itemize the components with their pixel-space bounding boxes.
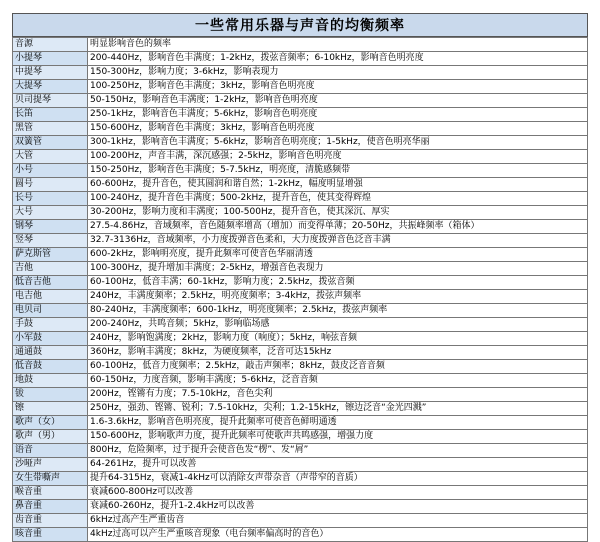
frequency-description-cell: 衰减600-800Hz可以改善: [88, 486, 588, 500]
table-row: [13, 108, 588, 122]
instrument-name-cell: 吉他: [13, 262, 88, 276]
instrument-name-cell: 小号: [13, 164, 88, 178]
table-row: [13, 388, 588, 402]
table-row: [13, 80, 588, 94]
frequency-description-cell: 250Hz，强劲、铿锵、锐利；7.5-10kHz，尖利；1.2-15kHz，镲边泛音“金光四溅”: [88, 402, 588, 416]
table-row: [13, 276, 588, 290]
table-row: [13, 430, 588, 444]
instrument-name-cell: 通通鼓: [13, 346, 88, 360]
instrument-name-cell: 钢琴: [13, 220, 88, 234]
table-row: [13, 192, 588, 206]
table-row: [13, 360, 588, 374]
table-row: [13, 150, 588, 164]
instrument-name-cell: 电贝司: [13, 304, 88, 318]
table-row: [13, 514, 588, 528]
table-row: [13, 136, 588, 150]
instrument-name-cell: 镲: [13, 402, 88, 416]
table-row: [13, 374, 588, 388]
frequency-description-cell: 60-600Hz，提升音色，使其圆润和谐自然；1-2kHz，幅度明显增强: [88, 178, 588, 192]
instrument-name-cell: 手鼓: [13, 318, 88, 332]
frequency-description-cell: 100-250Hz，影响音色丰满度；3kHz，影响音色明亮度: [88, 80, 588, 94]
frequency-description-cell: 衰减60-260Hz，提升1-2.4kHz可以改善: [88, 500, 588, 514]
instrument-name-cell: 歌声（男）: [13, 430, 88, 444]
table-row: [13, 164, 588, 178]
table-title: 一些常用乐器与声音的均衡频率: [12, 13, 588, 37]
table-row: [13, 346, 588, 360]
frequency-description-cell: 1.6-3.6kHz，影响音色明亮度，提升此频率可使音色鲜明通透: [88, 416, 588, 430]
frequency-description-cell: 300-1kHz，影响音色丰满度；5-6kHz，影响音色明亮度；1-5kHz，使音色明亮华丽: [88, 136, 588, 150]
frequency-description-cell: 100-200Hz，声音丰满，深沉感强；2-5kHz，影响音色明亮度: [88, 150, 588, 164]
frequency-description-cell: 200-240Hz，共鸣音频；5kHz，影响临场感: [88, 318, 588, 332]
frequency-description-cell: 250-1kHz，影响音色丰满度；5-6kHz，影响音色明亮度: [88, 108, 588, 122]
table-row: [13, 52, 588, 66]
table-row: [13, 38, 588, 52]
table-row: [13, 528, 588, 542]
instrument-name-cell: 齿音重: [13, 514, 88, 528]
instrument-name-cell: 低音吉他: [13, 276, 88, 290]
instrument-name-cell: 喉音重: [13, 486, 88, 500]
instrument-name-cell: 长号: [13, 192, 88, 206]
frequency-description-cell: 150-600Hz，影响歌声力度，提升此频率可使歌声共鸣感强，增强力度: [88, 430, 588, 444]
table-row: [13, 402, 588, 416]
table-row: [13, 416, 588, 430]
frequency-description-cell: 30-200Hz，影响力度和丰满度；100-500Hz，提升音色，使其深沉、厚实: [88, 206, 588, 220]
table-row: [13, 444, 588, 458]
frequency-description-cell: 150-300Hz，影响力度；3-6kHz，影响表现力: [88, 66, 588, 80]
table-row: [13, 220, 588, 234]
table-row: [13, 122, 588, 136]
frequency-description-cell: 27.5-4.86Hz，音域频率，音色随频率增高（增加）而变得单薄；20-50Hz，共振峰频率（箱体）: [88, 220, 588, 234]
instrument-name-cell: 贝司提琴: [13, 94, 88, 108]
frequency-description-cell: 360Hz，影响丰满度；8kHz，为硬度频率，泛音可达15kHz: [88, 346, 588, 360]
frequency-description-cell: 32.7-3136Hz，音域频率，小力度拨弹音色柔和，大力度拨弹音色泛音丰满: [88, 234, 588, 248]
table-row: [13, 486, 588, 500]
instrument-name-cell: 萨克斯管: [13, 248, 88, 262]
frequency-description-cell: 200-440Hz，影响音色丰满度；1-2kHz，拨弦音频率；6-10kHz，影响音色明亮度: [88, 52, 588, 66]
table-row: [13, 94, 588, 108]
instrument-name-cell: 大管: [13, 150, 88, 164]
table-row: [13, 318, 588, 332]
frequency-description-cell: 150-250Hz，影响音色丰满度；5-7.5kHz，明亮度，清脆感频带: [88, 164, 588, 178]
instrument-name-cell: 圆号: [13, 178, 88, 192]
frequency-description-cell: 60-100Hz，低音力度频率；2.5kHz，敲击声频率；8kHz，鼓皮泛音音频: [88, 360, 588, 374]
instrument-name-cell: 鼻音重: [13, 500, 88, 514]
frequency-description-cell: 150-600Hz，影响音色丰满度；3kHz，影响音色明亮度: [88, 122, 588, 136]
instrument-name-cell: 大号: [13, 206, 88, 220]
frequency-description-cell: 提升64-315Hz，衰减1-4kHz可以消除女声带杂音（声带窄的音质）: [88, 472, 588, 486]
table-row: [13, 178, 588, 192]
table-row: [13, 332, 588, 346]
frequency-description-cell: 4kHz过高可以产生严重咳音现象（电台频率偏高时的音色）: [88, 528, 588, 542]
instrument-name-cell: 咳音重: [13, 528, 88, 542]
instrument-name-cell: 沙哑声: [13, 458, 88, 472]
instrument-name-cell: 中提琴: [13, 66, 88, 80]
frequency-description-cell: 200Hz，铿锵有力度；7.5-10kHz，音色尖利: [88, 388, 588, 402]
frequency-description-cell: 240Hz，影响饱满度；2kHz，影响力度（响度）；5kHz，响弦音频: [88, 332, 588, 346]
frequency-description-cell: 100-240Hz，提升音色丰满度；500-2kHz，提升音色，使其变得辉煌: [88, 192, 588, 206]
instrument-name-cell: 音源: [13, 38, 88, 52]
frequency-description-cell: 240Hz，丰满度频率；2.5kHz，明亮度频率；3-4kHz，拨弦声频率: [88, 290, 588, 304]
frequency-description-cell: 64-261Hz，提升可以改善: [88, 458, 588, 472]
instrument-name-cell: 黑管: [13, 122, 88, 136]
instrument-name-cell: 小军鼓: [13, 332, 88, 346]
instrument-name-cell: 低音鼓: [13, 360, 88, 374]
instrument-name-cell: 小提琴: [13, 52, 88, 66]
instrument-name-cell: 歌声（女）: [13, 416, 88, 430]
frequency-description-cell: 明显影响音色的频率: [88, 38, 588, 52]
table-row: [13, 234, 588, 248]
frequency-description-cell: 100-300Hz，提升增加丰满度；2-5kHz，增强音色表现力: [88, 262, 588, 276]
table-row: [13, 206, 588, 220]
frequency-description-cell: 80-240Hz，丰满度频率；600-1kHz，明亮度频率；2.5kHz，拨弦声频率: [88, 304, 588, 318]
instrument-name-cell: 语音: [13, 444, 88, 458]
instrument-name-cell: 地鼓: [13, 374, 88, 388]
instrument-name-cell: 电吉他: [13, 290, 88, 304]
table-row: [13, 304, 588, 318]
instrument-name-cell: 长笛: [13, 108, 88, 122]
table-row: [13, 472, 588, 486]
frequency-description-cell: 800Hz，危险频率，过于提升会使音色发“楞”、发“屑”: [88, 444, 588, 458]
frequency-table-sheet: [12, 13, 588, 542]
table-row: [13, 66, 588, 80]
instrument-name-cell: 女生带嘶声: [13, 472, 88, 486]
frequency-table: [12, 37, 588, 542]
instrument-name-cell: 钹: [13, 388, 88, 402]
frequency-description-cell: 600-2kHz，影响明亮度，提升此频率可使音色华丽清透: [88, 248, 588, 262]
frequency-description-cell: 60-150Hz，力度音频，影响丰满度；5-6kHz，泛音音频: [88, 374, 588, 388]
table-row: [13, 290, 588, 304]
table-row: [13, 458, 588, 472]
table-row: [13, 262, 588, 276]
instrument-name-cell: 大提琴: [13, 80, 88, 94]
instrument-name-cell: 双簧管: [13, 136, 88, 150]
table-row: [13, 248, 588, 262]
frequency-description-cell: 6kHz过高产生严重齿音: [88, 514, 588, 528]
frequency-description-cell: 60-100Hz，低音丰满；60-1kHz，影响力度；2.5kHz，拨弦音频: [88, 276, 588, 290]
table-row: [13, 500, 588, 514]
frequency-description-cell: 50-150Hz，影响音色丰满度；1-2kHz，影响音色明亮度: [88, 94, 588, 108]
instrument-name-cell: 竖琴: [13, 234, 88, 248]
